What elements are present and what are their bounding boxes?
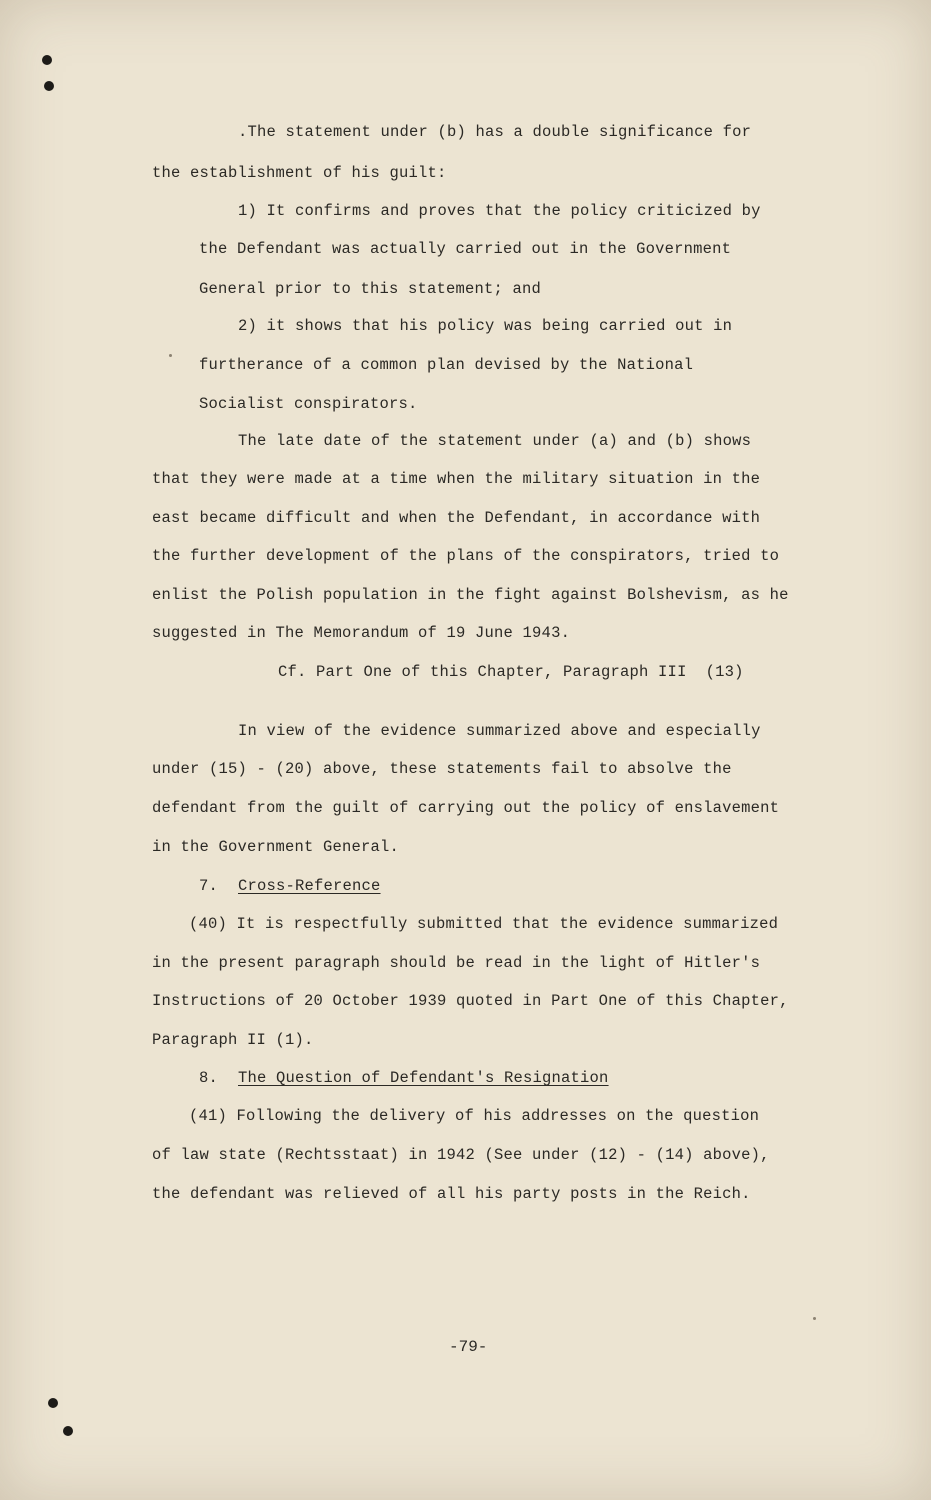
text-line: in the Government General. [152, 838, 400, 856]
text-line: In view of the evidence summarized above and especially [238, 722, 761, 740]
text-line: the establishment of his guilt: [152, 164, 447, 182]
text-line: Socialist conspirators. [199, 395, 418, 413]
cross-reference-citation: Cf. Part One of this Chapter, Paragraph III (13) [278, 663, 744, 681]
punch-hole-bottom-2 [63, 1426, 73, 1436]
text-line: suggested in The Memorandum of 19 June 1943. [152, 624, 571, 642]
punch-hole-top-2 [44, 81, 54, 91]
punch-hole-top-1 [42, 55, 52, 65]
text-line: under (15) - (20) above, these statements fail to absolve the [152, 760, 732, 778]
page-number: -79- [449, 1338, 488, 1356]
text-line: Instructions of 20 October 1939 quoted in Part One of this Chapter, [152, 992, 789, 1010]
section-7-heading: Cross-Reference [238, 877, 381, 895]
text-line: that they were made at a time when the military situation in the [152, 470, 761, 488]
text-line: of law state (Rechtsstaat) in 1942 (See under (12) - (14) above), [152, 1146, 770, 1164]
text-line: the further development of the plans of the conspirators, tried to [152, 547, 780, 565]
text-line: in the present paragraph should be read in the light of Hitler's [152, 954, 761, 972]
text-line: 1) It confirms and proves that the policy criticized by [238, 202, 761, 220]
text-line: the defendant was relieved of all his party posts in the Reich. [152, 1185, 751, 1203]
section-8-heading: The Question of Defendant's Resignation [238, 1069, 609, 1087]
text-line: furtherance of a common plan devised by the National [199, 356, 694, 374]
text-line: east became difficult and when the Defendant, in accordance with [152, 509, 761, 527]
text-line: defendant from the guilt of carrying out the policy of enslavement [152, 799, 780, 817]
text-line: (41) Following the delivery of his addresses on the question [189, 1107, 760, 1125]
text-line: 2) it shows that his policy was being carried out in [238, 317, 733, 335]
section-8-number: 8. [199, 1069, 219, 1087]
text-line: (40) It is respectfully submitted that the evidence summarized [189, 915, 779, 933]
text-line: General prior to this statement; and [199, 280, 542, 298]
text-line: the Defendant was actually carried out in the Government [199, 240, 732, 258]
punch-hole-bottom-1 [48, 1398, 58, 1408]
text-line: Paragraph II (1). [152, 1031, 314, 1049]
section-7-number: 7. [199, 877, 219, 895]
text-line: .The statement under (b) has a double significance for [238, 123, 752, 141]
text-line: The late date of the statement under (a) and (b) shows [238, 432, 752, 450]
text-line: enlist the Polish population in the fight against Bolshevism, as he [152, 586, 789, 604]
